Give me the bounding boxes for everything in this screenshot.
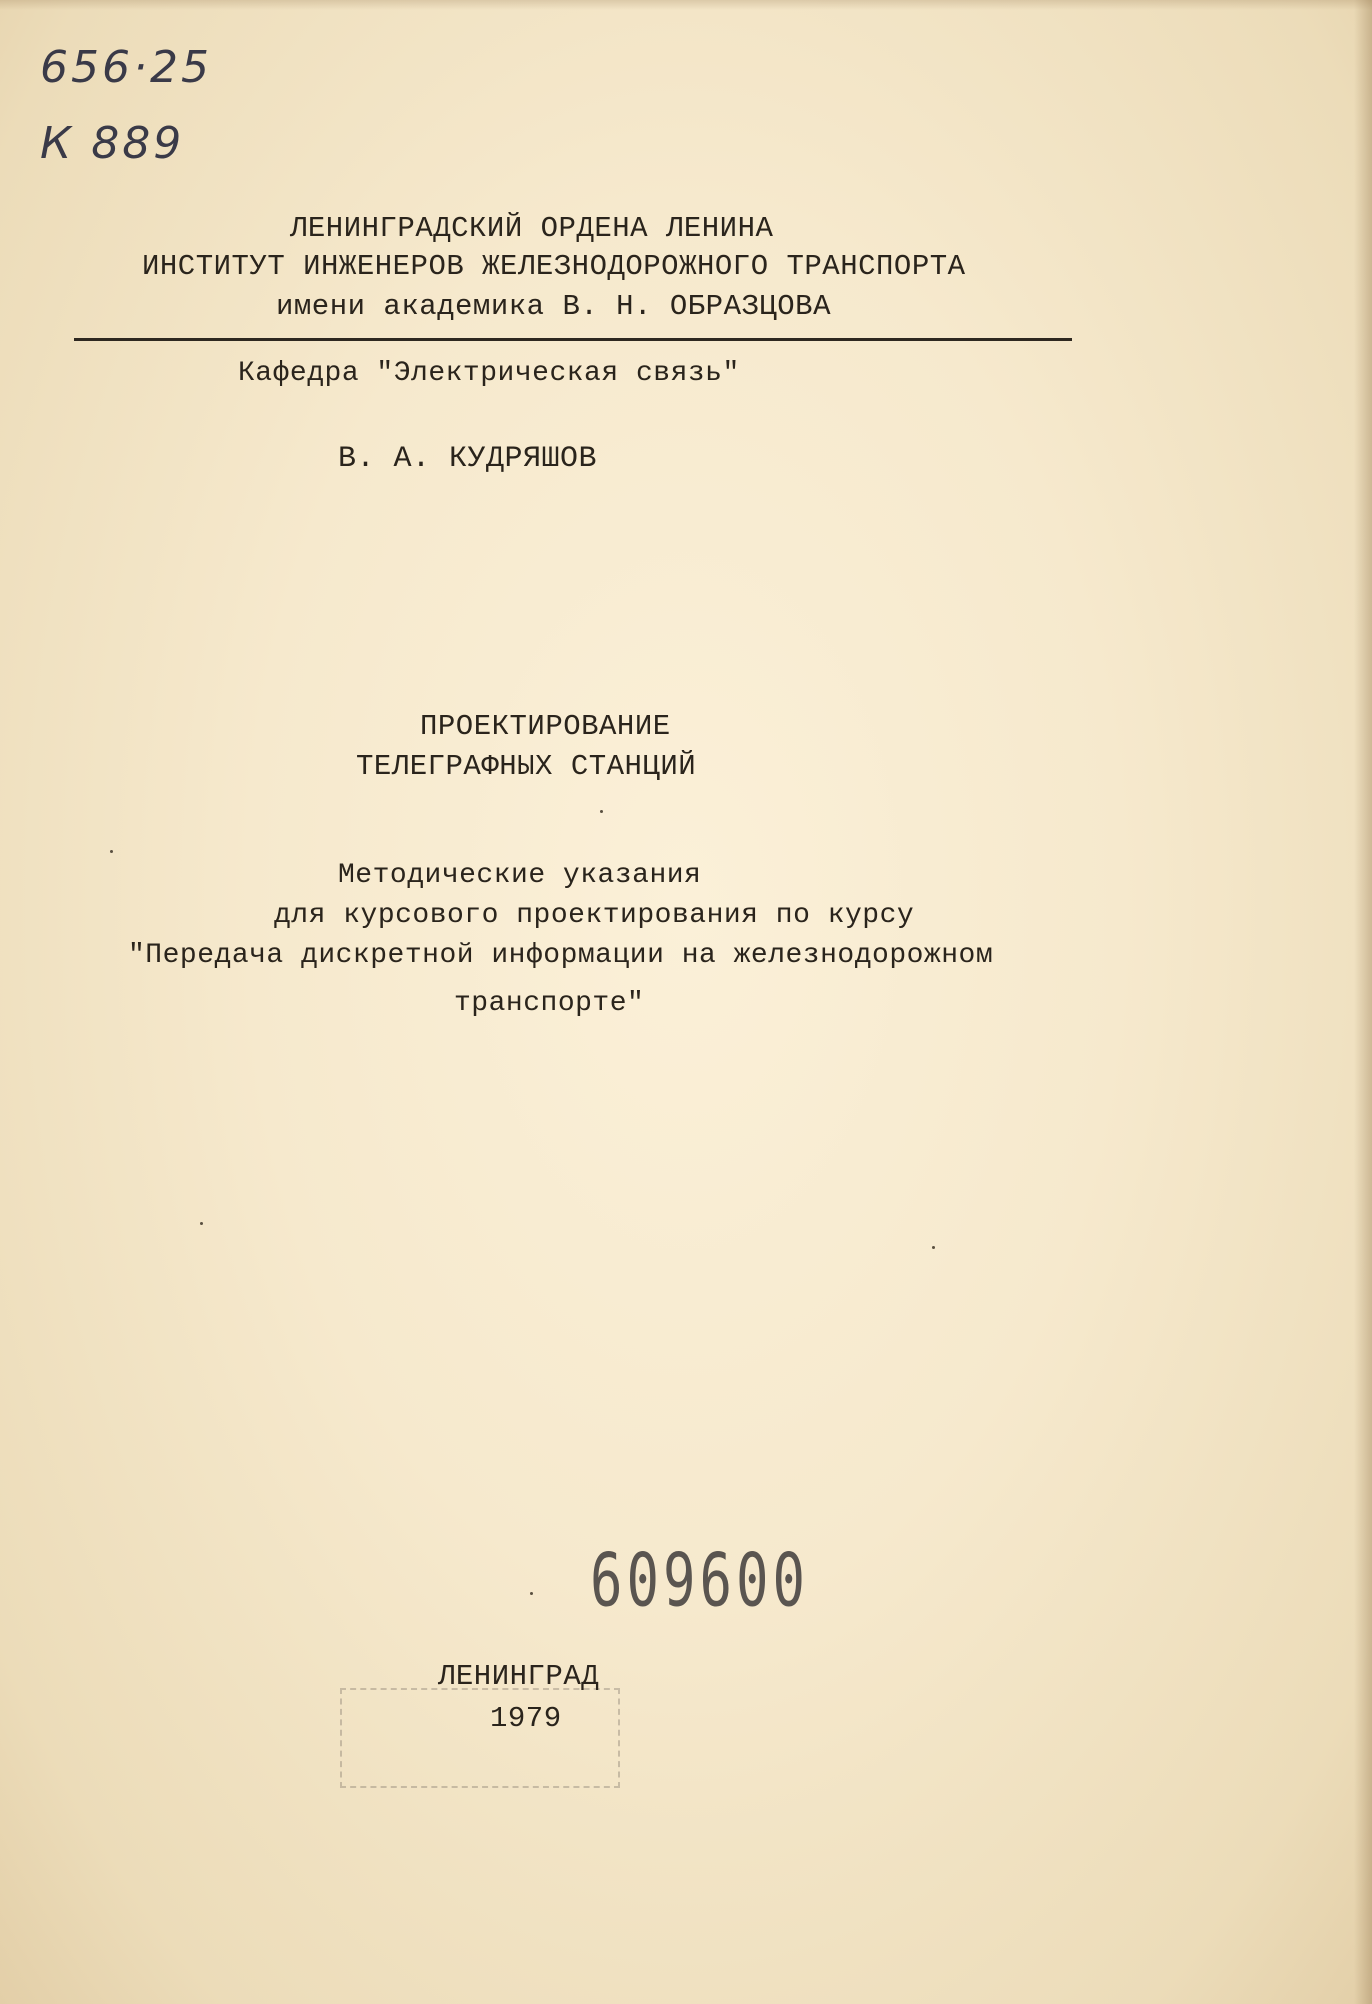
page-edge-shadow-top: [0, 0, 1372, 10]
subtitle-line-2: для курсового проектирования по курсу: [274, 900, 915, 931]
paper-speck: [110, 850, 113, 853]
call-number-line-2: К 889: [40, 118, 185, 169]
imprint-city: ЛЕНИНГРАД: [438, 1660, 600, 1693]
header-divider: [74, 338, 1072, 341]
title-line-1: ПРОЕКТИРОВАНИЕ: [420, 710, 671, 743]
title-line-2: ТЕЛЕГРАФНЫХ СТАНЦИЙ: [356, 750, 697, 783]
paper-speck: [200, 1222, 203, 1225]
author: В. А. КУДРЯШОВ: [338, 442, 598, 476]
paper-speck: [530, 1592, 533, 1595]
paper-speck: [600, 810, 603, 813]
subtitle-line-3: "Передача дискретной информации на железнодорожном: [128, 940, 994, 971]
faded-library-stamp: [340, 1688, 620, 1788]
call-number-line-1: 656·25: [40, 42, 212, 93]
header-line-3: имени академика В. Н. ОБРАЗЦОВА: [276, 290, 831, 323]
subtitle-line-4: транспорте": [454, 988, 645, 1019]
department: Кафедра "Электрическая связь": [238, 358, 740, 389]
subtitle-line-1: Методические указания: [338, 860, 702, 891]
header-line-2: ИНСТИТУТ ИНЖЕНЕРОВ ЖЕЛЕЗНОДОРОЖНОГО ТРАНСПОРТА: [142, 250, 966, 283]
page-edge-shadow-right: [1354, 0, 1372, 2004]
paper-speck: [932, 1246, 935, 1249]
imprint-year: 1979: [490, 1702, 562, 1735]
header-line-1: ЛЕНИНГРАДСКИЙ ОРДЕНА ЛЕНИНА: [290, 212, 774, 245]
inventory-number-stamp: 609600: [590, 1538, 810, 1624]
